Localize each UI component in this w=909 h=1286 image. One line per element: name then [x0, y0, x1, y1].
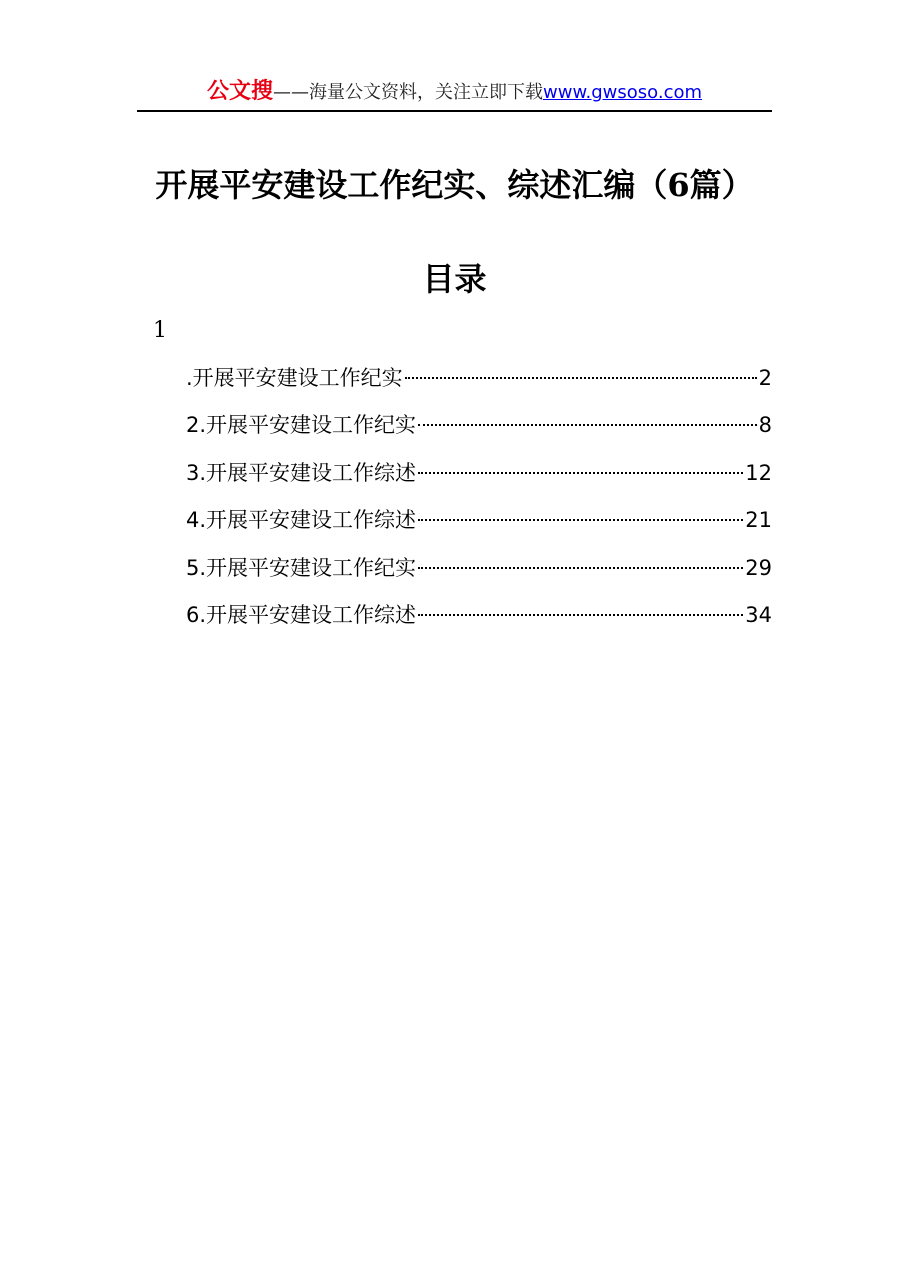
dot-leader [418, 472, 743, 474]
toc-item[interactable] [186, 502, 772, 549]
dot-leader [418, 614, 743, 616]
toc-item-label: 5.开展平安建设工作纪实 [186, 555, 417, 580]
dot-leader [418, 567, 743, 569]
toc-item[interactable] [186, 597, 772, 644]
header-tagline: ——海量公文资料，关注立即下载 [273, 82, 543, 103]
toc-item-page: 8 [758, 413, 772, 438]
page-header [137, 76, 772, 112]
header-line [207, 76, 702, 109]
dot-leader [418, 424, 757, 426]
toc-item-page: 2 [758, 366, 772, 390]
toc-item-page: 29 [745, 555, 772, 580]
toc-item[interactable] [186, 550, 772, 597]
toc-item-page: 12 [745, 460, 772, 485]
toc-item-page: 21 [745, 508, 772, 533]
toc-item-label: .开展平安建设工作纪实 [186, 366, 403, 390]
toc-item[interactable] [186, 360, 772, 407]
stray-number: 1 [153, 318, 167, 343]
table-of-contents [186, 360, 772, 644]
document-title: 开展平安建设工作纪实、综述汇编（6篇） [155, 166, 754, 204]
toc-heading: 目录 [422, 260, 487, 298]
toc-item[interactable] [186, 455, 772, 502]
site-link[interactable]: www.gwsoso.com [543, 82, 703, 103]
dot-leader [418, 519, 743, 521]
toc-item[interactable] [186, 407, 772, 454]
toc-item-label: 6.开展平安建设工作综述 [186, 602, 417, 627]
brand-name: 公文搜 [206, 79, 273, 104]
toc-item-page: 34 [745, 602, 772, 627]
toc-item-label: 4.开展平安建设工作综述 [186, 508, 417, 533]
dot-leader [405, 377, 757, 379]
toc-item-label: 3.开展平安建设工作综述 [186, 460, 417, 485]
toc-item-label: 2.开展平安建设工作纪实 [186, 413, 417, 438]
